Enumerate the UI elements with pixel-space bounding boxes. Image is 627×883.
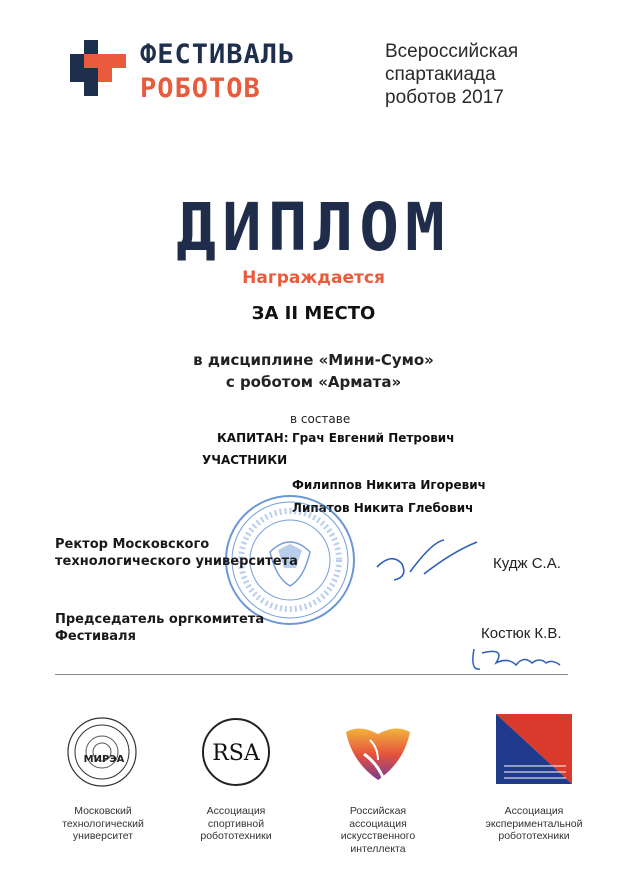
partner-caption-line: Ассоциация xyxy=(504,805,564,817)
awarded-label: Награждается xyxy=(242,268,385,288)
partner-caption-line: экспериментальной xyxy=(485,817,583,830)
partner-caption-line: Ассоциация xyxy=(206,805,266,817)
robot-text: с роботом «Армата» xyxy=(225,373,402,391)
partner-caption xyxy=(43,805,163,843)
signatory-title xyxy=(55,611,264,645)
signatory-title xyxy=(55,536,298,570)
partner-caption-line: искусственного xyxy=(340,830,416,842)
team-label: в составе xyxy=(290,412,351,426)
partner-caption-line: университет xyxy=(72,830,134,842)
partner-logo-text: RSA xyxy=(212,741,260,766)
captain-label: КАПИТАН: xyxy=(217,431,289,445)
signatory-name: Кудж С.А. xyxy=(493,555,561,572)
signatory-title-line: Председатель оргкомитета xyxy=(55,612,265,627)
mirea-logo-icon xyxy=(64,714,140,790)
partner-caption-line: интеллекта xyxy=(350,842,406,855)
aer-logo-icon xyxy=(496,714,572,790)
divider xyxy=(55,674,568,675)
place-text: ЗА II МЕСТО xyxy=(251,303,376,324)
partner-caption-line: робототехники xyxy=(200,830,272,842)
partner-caption xyxy=(474,805,594,843)
partner-caption-line: робототехники xyxy=(498,830,570,842)
partner-caption-line: технологический xyxy=(62,817,144,830)
member-name: Липатов Никита Глебович xyxy=(292,501,474,515)
captain-name: Грач Евгений Петрович xyxy=(292,431,455,445)
signature-icon xyxy=(372,532,482,587)
signatory-title-line: Фестиваля xyxy=(55,629,136,644)
rsa-logo-icon xyxy=(198,714,274,790)
festival-name-line2: РОБОТОВ xyxy=(140,73,261,104)
members-label: УЧАСТНИКИ xyxy=(202,453,288,467)
partner-caption-line: ассоциация xyxy=(349,817,407,830)
discipline-text: в дисциплине «Мини-Сумо» xyxy=(193,351,434,369)
partner-caption xyxy=(318,805,438,855)
signatory-title-line: технологического университета xyxy=(55,554,298,569)
partner-caption-line: спортивной xyxy=(207,817,265,830)
festival-name-line1: ФЕСТИВАЛЬ xyxy=(140,39,296,70)
partner-caption-line: Московский xyxy=(74,805,132,817)
partner-caption xyxy=(176,805,296,843)
event-title: Всероссийская спартакиада роботов 2017 xyxy=(385,41,519,108)
festival-logo-icon xyxy=(70,40,126,96)
signatory-name: Костюк К.В. xyxy=(481,625,562,642)
signature-icon xyxy=(466,643,564,677)
raai-logo-icon xyxy=(340,714,416,790)
diploma-title: ДИПЛОМ xyxy=(176,189,451,266)
signatory-title-line: Ректор Московского xyxy=(55,537,210,552)
partner-logo-text: МИРЭА xyxy=(83,754,125,765)
member-name: Филиппов Никита Игоревич xyxy=(292,478,486,492)
partner-caption-line: Российская xyxy=(349,805,407,817)
